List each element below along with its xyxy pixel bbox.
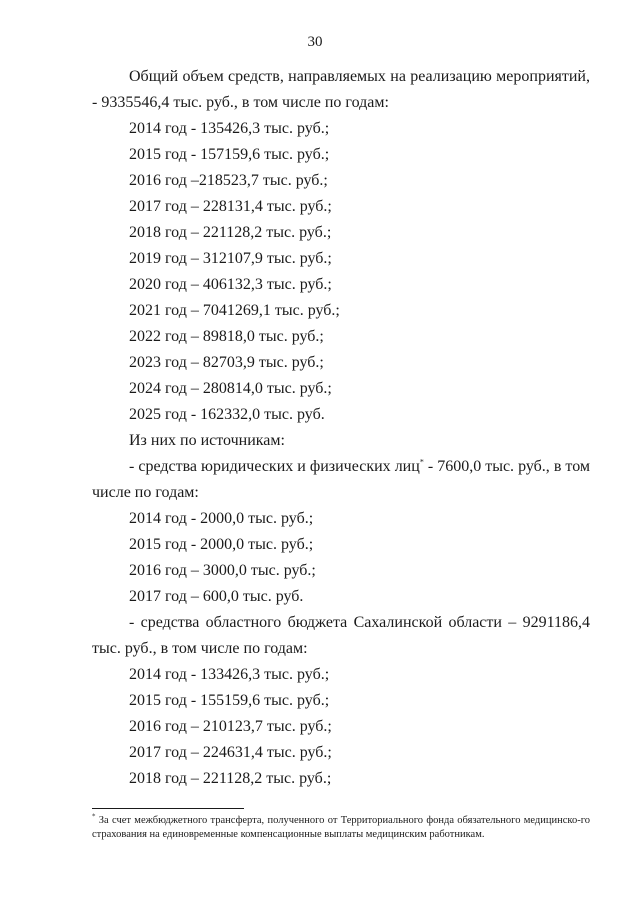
list-item: 2018 год – 221128,2 тыс. руб.; [129, 770, 332, 787]
intro-paragraph: Общий объем средств, направляемых на реализацию мероприятий, - 9335546,4 тыс. руб., в том числе по годам: [92, 68, 590, 111]
legal-entities-amount: - 7600,0 тыс. руб., в том числе по годам: [92, 458, 591, 501]
list-item: 2015 год - 157159,6 тыс. руб.; [129, 146, 330, 163]
total-by-year-list [92, 116, 590, 428]
footnote-mark: * [92, 812, 96, 821]
regional-budget-paragraph: - средства областного бюджета Сахалинской области – 9291186,4 тыс. руб., в том числе по годам: [92, 614, 590, 657]
footnote [92, 814, 590, 842]
list-item: 2024 год – 280814,0 тыс. руб.; [129, 380, 332, 397]
sources-heading: Из них по источникам: [129, 432, 285, 449]
list-item: 2016 год – 3000,0 тыс. руб.; [129, 562, 316, 579]
list-item: 2014 год - 135426,3 тыс. руб.; [129, 120, 330, 137]
legal-entities-paragraph [92, 454, 590, 506]
list-item: 2016 год –218523,7 тыс. руб.; [129, 172, 328, 189]
list-item: 2019 год – 312107,9 тыс. руб.; [129, 250, 332, 267]
footnote-divider [92, 808, 244, 809]
list-item: 2014 год - 2000,0 тыс. руб.; [129, 510, 314, 527]
list-item: 2022 год – 89818,0 тыс. руб.; [129, 328, 324, 345]
legal-entities-text: - средства юридических и физических лиц [129, 458, 420, 475]
document-body [92, 64, 590, 792]
list-item: 2020 год – 406132,3 тыс. руб.; [129, 276, 332, 293]
footnote-mark: * [419, 457, 424, 467]
list-item: 2017 год – 224631,4 тыс. руб.; [129, 744, 332, 761]
list-item: 2023 год – 82703,9 тыс. руб.; [129, 354, 324, 371]
list-item: 2017 год – 600,0 тыс. руб. [129, 588, 304, 605]
list-item: 2021 год – 7041269,1 тыс. руб.; [129, 302, 340, 319]
regional-budget-by-year-list [92, 662, 590, 792]
footnote-text: За счет межбюджетного трансферта, полученного от Территориального фонда обязательного медицинско-го страхования на единовременные компенсационные выплаты медицинским работникам. [92, 815, 590, 840]
list-item: 2017 год – 228131,4 тыс. руб.; [129, 198, 332, 215]
list-item: 2016 год – 210123,7 тыс. руб.; [129, 718, 332, 735]
list-item: 2015 год - 2000,0 тыс. руб.; [129, 536, 314, 553]
list-item: 2025 год - 162332,0 тыс. руб. [129, 406, 325, 423]
page-number: 30 [307, 34, 323, 50]
list-item: 2014 год - 133426,3 тыс. руб.; [129, 666, 330, 683]
legal-entities-by-year-list [92, 506, 590, 610]
list-item: 2015 год - 155159,6 тыс. руб.; [129, 692, 330, 709]
list-item: 2018 год – 221128,2 тыс. руб.; [129, 224, 332, 241]
